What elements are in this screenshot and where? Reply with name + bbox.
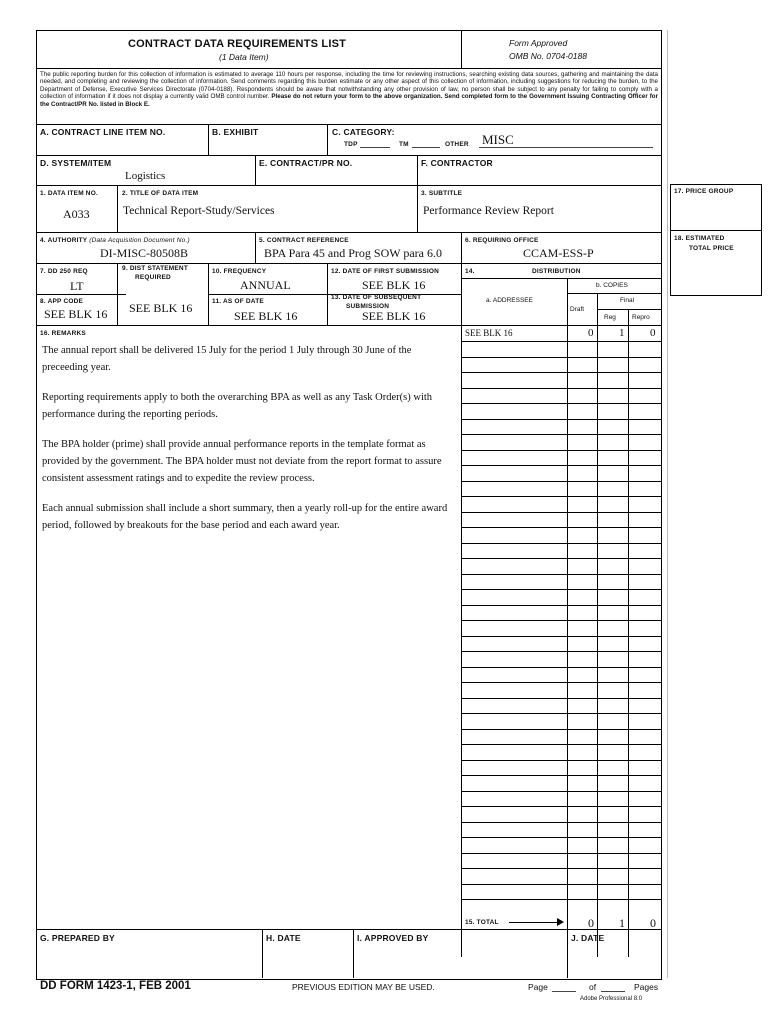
draft-copies-value[interactable]: 0 [588,327,594,339]
distribution-row-line [461,744,661,745]
distribution-row-line [461,527,661,528]
label-exhibit: B. EXHIBIT [212,127,259,137]
distribution-row-line [461,481,661,482]
arrow-head-icon [557,918,564,926]
distribution-row-line [461,899,661,900]
frequency-value[interactable]: ANNUAL [240,278,291,292]
total-repro[interactable]: 0 [650,916,656,930]
total-reg[interactable]: 1 [619,916,625,930]
first-submission-value[interactable]: SEE BLK 16 [362,278,426,292]
distribution-row-line [461,543,661,544]
label-contract-reference: 5. CONTRACT REFERENCE [259,237,349,244]
label-total-price: TOTAL PRICE [689,245,734,252]
label-frequency: 10. FREQUENCY [212,268,267,275]
distribution-row-line [461,357,661,358]
requiring-office-value[interactable]: CCAM-ESS-P [523,246,594,260]
footer-of: of [589,982,597,992]
omb-number: OMB No. 0704-0188 [509,51,587,61]
label-dd250-req: 7. DD 250 REQ [40,268,88,275]
burden-statement [40,71,658,108]
distribution-row-line [461,419,661,420]
label-contractor: F. CONTRACTOR [421,158,493,168]
label-title-data-item: 2. TITLE OF DATA ITEM [122,190,199,197]
distribution-row-line [461,465,661,466]
label-estimated: 18. ESTIMATED [674,235,725,242]
app-code-value[interactable]: SEE BLK 16 [44,307,108,321]
footer-form-id: DD FORM 1423-1, FEB 2001 [40,980,191,992]
label-dist-statement-required: REQUIRED [135,274,171,281]
distribution-row-line [461,853,661,854]
distribution-row-line [461,450,661,451]
distribution-row-line [461,651,661,652]
distribution-row-line [461,775,661,776]
label-date-j: J. DATE [571,933,605,943]
label-system-item: D. SYSTEM/ITEM [40,158,112,168]
remark-paragraph: Each annual submission shall include a short summary, then a yearly roll-up for the entire award period, followed by breakouts for the base period and each award year. [42,503,448,531]
distribution-row-line [461,868,661,869]
label-app-code: 8. APP CODE [40,298,84,305]
addressee-value[interactable]: SEE BLK 16 [465,328,513,338]
distribution-row-line [461,496,661,497]
authority-value[interactable]: DI-MISC-80508B [100,246,189,260]
label-block-14: 14. [465,268,475,275]
subtitle-value[interactable]: Performance Review Report [423,205,554,217]
distribution-row-line [461,682,661,683]
distribution-row-line [461,388,661,389]
distribution-row-line [461,884,661,885]
distribution-row-line [461,806,661,807]
remark-paragraph: The annual report shall be delivered 15 July for the period 1 July through 30 June of the preceeding year. [42,345,412,373]
contract-reference-value[interactable]: BPA Para 45 and Prog SOW para 6.0 [264,246,442,260]
form-subtitle: (1 Data Item) [219,52,269,62]
label-draft: Draft [570,306,585,313]
label-requiring-office: 6. REQUIRING OFFICE [465,237,539,244]
title-value[interactable]: Technical Report-Study/Services [123,205,275,217]
form-approved: Form Approved [509,38,568,48]
label-contract-pr-no: E. CONTRACT/PR NO. [259,158,353,168]
total-draft[interactable]: 0 [588,916,594,930]
label-distribution: DISTRIBUTION [532,268,581,275]
label-authority-text: 4. AUTHORITY [40,237,88,244]
label-contract-line-item: A. CONTRACT LINE ITEM NO. [40,127,166,137]
as-of-date-value[interactable]: SEE BLK 16 [234,309,298,323]
label-category: C. CATEGORY: [332,127,395,137]
distribution-row-line [461,837,661,838]
distribution-row-line [461,574,661,575]
label-prepared-by: G. PREPARED BY [40,933,115,943]
distribution-row[interactable] [462,326,661,341]
label-first-submission: 12. DATE OF FIRST SUBMISSION [331,268,440,275]
distribution-row-line [461,636,661,637]
dist-statement-value[interactable]: SEE BLK 16 [129,301,193,315]
distribution-row-line [461,698,661,699]
form-title: CONTRACT DATA REQUIREMENTS LIST [128,38,347,50]
distribution-row-line [461,713,661,714]
distribution-row-line [461,403,661,404]
arrow-right-icon [509,922,559,923]
label-subsequent-submission: SUBMISSION [346,303,390,310]
distribution-row-line [461,512,661,513]
label-addressee: a. ADDRESSEE [486,297,533,304]
distribution-row-line [461,558,661,559]
distribution-row-line [461,434,661,435]
system-item-value[interactable]: Logistics [125,170,166,182]
label-approved-by: I. APPROVED BY [357,933,429,943]
distribution-row-line [461,729,661,730]
label-authority [40,237,190,244]
distribution-row-line [461,372,661,373]
reg-copies-value[interactable]: 1 [619,327,625,339]
remark-paragraph: The BPA holder (prime) shall provide annual performance reports in the template format as provided by the government. The BPA holder must not deviate from the report format to assure consistent assessment ratings and to expedite the review process. [42,439,442,484]
footer-pages: Pages [634,982,659,992]
remarks-text[interactable] [42,342,460,547]
distribution-row-line [461,791,661,792]
remark-paragraph: Reporting requirements apply to both the overarching BPA as well as any Task Order(s) with performance during the reporting periods. [42,392,433,420]
label-final: Final [620,297,635,304]
dd250-value[interactable]: LT [70,279,84,293]
distribution-row-line [461,589,661,590]
label-subsequent-date: 13. DATE OF SUBSEQUENT [331,294,422,301]
label-other: OTHER [445,141,469,148]
label-remarks: 16. REMARKS [40,330,86,337]
distribution-row-line [461,822,661,823]
label-date-h: H. DATE [266,933,301,943]
label-as-of-date: 11. AS OF DATE [212,298,264,305]
label-tm: TM [399,141,409,148]
distribution-row-line [461,605,661,606]
burden-bold-text: Please do not return your form to the above organization. Send completed form to the Government Issuing Contracting Officer for the Contract/PR No. listed in Block E. [40,93,658,108]
footer-previous-edition: PREVIOUS EDITION MAY BE USED. [292,982,435,992]
category-other-value[interactable]: MISC [482,132,514,147]
label-data-item-no: 1. DATA ITEM NO. [40,190,98,197]
label-tdp: TDP [344,141,358,148]
label-reg: Reg [604,314,616,321]
footer-page: Page [528,982,548,992]
distribution-row-line [461,341,661,342]
data-item-no-value[interactable]: A033 [63,207,90,221]
footer-adobe: Adobe Professional 8.0 [580,996,643,1002]
distribution-row-line [461,667,661,668]
subsequent-value[interactable]: SEE BLK 16 [362,309,426,323]
label-dist-statement: 9. DIST STATEMENT [122,265,188,272]
repro-copies-value[interactable]: 0 [650,327,656,339]
burden-text: The public reporting burden for this collection of information is estimated to average 110 hours per response, including the time for reviewing instructions, searching existing data sources, gathering and maintaining the data needed, and completing and reviewing the collection of information. Send comments regarding this burden estimate or any other aspect of this collection of information, including suggestions for reducing the burden, to the Department of Defense, Executive Services Directorate (0704-0188). Respondents should be aware that notwithstanding any other provision of law, no person shall be subject to any penalty for failing to comply with a collection of information if it does not display a currently valid OMB control number. [40,71,658,101]
distribution-row-line [461,760,661,761]
label-total: 15. TOTAL [465,919,499,926]
label-subtitle: 3. SUBTITLE [421,190,463,197]
label-repro: Repro [632,314,650,321]
distribution-row-line [461,620,661,621]
right-margin-line [667,30,668,978]
label-authority-note: (Data Acquisition Document No.) [89,237,190,244]
label-price-group: 17. PRICE GROUP [674,188,734,195]
label-copies: b. COPIES [596,282,628,289]
